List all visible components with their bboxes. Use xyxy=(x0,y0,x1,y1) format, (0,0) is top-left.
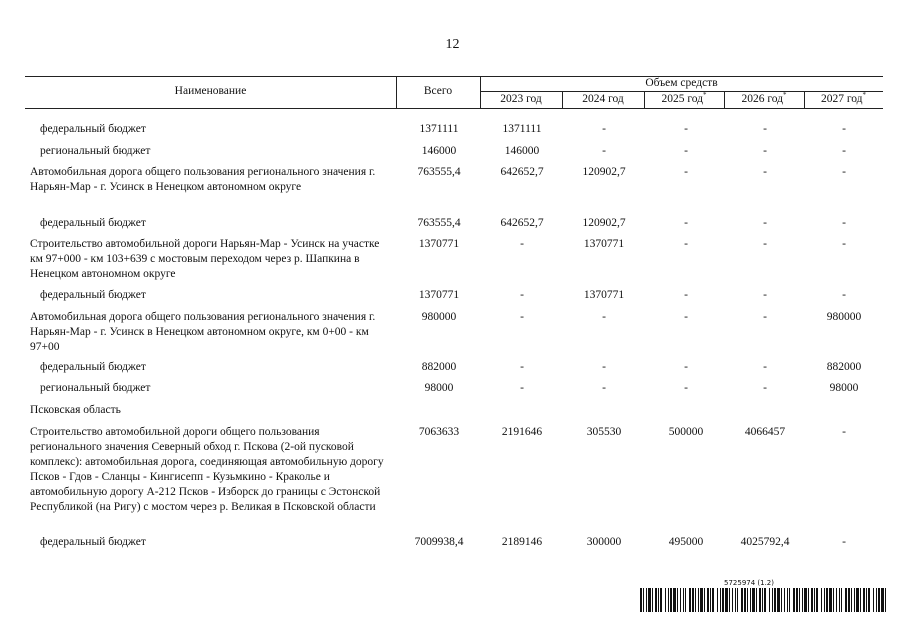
row-2026: - xyxy=(763,311,767,323)
row-2025: - xyxy=(684,123,688,135)
row-2026: - xyxy=(763,166,767,178)
row-total: 763555,4 xyxy=(417,217,461,229)
year-header: 2024 год xyxy=(582,93,624,105)
row-2023: - xyxy=(520,382,524,394)
row-2023: - xyxy=(520,289,524,301)
row-2024: 1370771 xyxy=(583,289,625,301)
row-2026: - xyxy=(763,361,767,373)
column-header-volume: Объем средств xyxy=(645,77,718,89)
row-2027: 882000 xyxy=(826,361,862,373)
row-name: федеральный бюджет xyxy=(40,123,146,135)
row-2027: - xyxy=(842,536,846,548)
row-total: 7009938,4 xyxy=(414,536,464,548)
header-bottom-rule xyxy=(25,108,883,109)
row-2024: - xyxy=(602,123,606,135)
row-2026: - xyxy=(763,289,767,301)
page-number: 12 xyxy=(445,37,460,52)
year-header: 2025 год* xyxy=(661,91,707,105)
year-header: 2026 год* xyxy=(741,91,787,105)
row-2023: - xyxy=(520,361,524,373)
row-2025: - xyxy=(684,289,688,301)
row-total: 1371111 xyxy=(419,123,459,135)
row-2025: - xyxy=(684,166,688,178)
row-name: региональный бюджет xyxy=(40,145,151,157)
row-2027: - xyxy=(842,145,846,157)
row-2025: - xyxy=(684,361,688,373)
row-2023: 2189146 xyxy=(501,536,543,548)
row-name: Строительство автомобильной дороги общего пользования регионального значения Северный обход г. Пскова (2-ой пусковой комплекс): автомобильная дорога, соединяющая автомобильную дорогу Псков - Гдов - Сланцы - Кингисепп - Кузьмкино - Краколье и автомобильную дорогу А-212 Псков - Изборск до границы с Эстонской Республикой (на Ригу) с мостом через р. Великая в Псковской области xyxy=(30,426,384,513)
row-2025: - xyxy=(684,311,688,323)
row-name: федеральный бюджет xyxy=(40,289,146,301)
row-2027: - xyxy=(842,426,846,438)
row-2024: - xyxy=(602,382,606,394)
row-2027: - xyxy=(842,217,846,229)
row-2024: 300000 xyxy=(586,536,622,548)
column-header-total: Всего xyxy=(423,85,453,97)
column-header-name: Наименование xyxy=(174,85,247,97)
year-header: 2027 год* xyxy=(820,91,867,105)
row-2025: 500000 xyxy=(668,426,704,438)
row-2026: - xyxy=(763,123,767,135)
row-2024: 120902,7 xyxy=(582,217,626,229)
row-name: Строительство автомобильной дороги Нарьян-Мар - Усинск на участке км 97+000 - км 103+639 с мостовым переходом через р. Шапкина в Ненецком автономном округе xyxy=(30,238,380,280)
section-heading: Псковская область xyxy=(30,404,121,416)
row-name: федеральный бюджет xyxy=(40,361,146,373)
barcode-image xyxy=(640,588,886,612)
row-2024: 305530 xyxy=(586,426,622,438)
row-2025: - xyxy=(684,145,688,157)
row-2024: - xyxy=(602,361,606,373)
row-total: 98000 xyxy=(424,382,454,394)
row-name: Автомобильная дорога общего пользования регионального значения г. Нарьян-Мар - г. Усинск в Ненецком автономном округе xyxy=(30,166,376,193)
row-total: 1370771 xyxy=(418,238,460,250)
row-2023: 1371111 xyxy=(502,123,542,135)
row-name: федеральный бюджет xyxy=(40,536,146,548)
row-2023: 642652,7 xyxy=(500,166,544,178)
row-total: 980000 xyxy=(421,311,457,323)
row-2025: - xyxy=(684,238,688,250)
row-2026: - xyxy=(763,217,767,229)
row-2026: - xyxy=(763,238,767,250)
row-2023: 642652,7 xyxy=(500,217,544,229)
row-name: Автомобильная дорога общего пользования регионального значения г. Нарьян-Мар - г. Усинск в Ненецком автономном округе, км 0+00 - км 97+00 xyxy=(30,311,376,353)
row-2027: - xyxy=(842,238,846,250)
row-2023: 2191646 xyxy=(501,426,543,438)
row-name: федеральный бюджет xyxy=(40,217,146,229)
row-2026: - xyxy=(763,145,767,157)
row-name: региональный бюджет xyxy=(40,382,151,394)
row-2027: - xyxy=(842,289,846,301)
row-2027: 98000 xyxy=(829,382,859,394)
row-2023: 146000 xyxy=(504,145,540,157)
row-2026: 4025792,4 xyxy=(740,536,790,548)
row-2025: - xyxy=(684,382,688,394)
row-2023: - xyxy=(520,311,524,323)
row-total: 7063633 xyxy=(418,426,460,438)
row-2025: 495000 xyxy=(668,536,704,548)
row-2024: - xyxy=(602,311,606,323)
barcode-id: 5725974 (1.2) xyxy=(724,579,774,587)
row-2027: - xyxy=(842,166,846,178)
row-2024: 120902,7 xyxy=(582,166,626,178)
row-total: 882000 xyxy=(421,361,457,373)
row-total: 146000 xyxy=(421,145,457,157)
row-2026: - xyxy=(763,382,767,394)
row-2024: - xyxy=(602,145,606,157)
row-2024: 1370771 xyxy=(583,238,625,250)
row-total: 763555,4 xyxy=(417,166,461,178)
header-subrule xyxy=(480,91,883,92)
row-2025: - xyxy=(684,217,688,229)
row-2023: - xyxy=(520,238,524,250)
year-header: 2023 год xyxy=(500,93,542,105)
row-2026: 4066457 xyxy=(744,426,786,438)
row-2027: - xyxy=(842,123,846,135)
row-total: 1370771 xyxy=(418,289,460,301)
row-2027: 980000 xyxy=(826,311,862,323)
